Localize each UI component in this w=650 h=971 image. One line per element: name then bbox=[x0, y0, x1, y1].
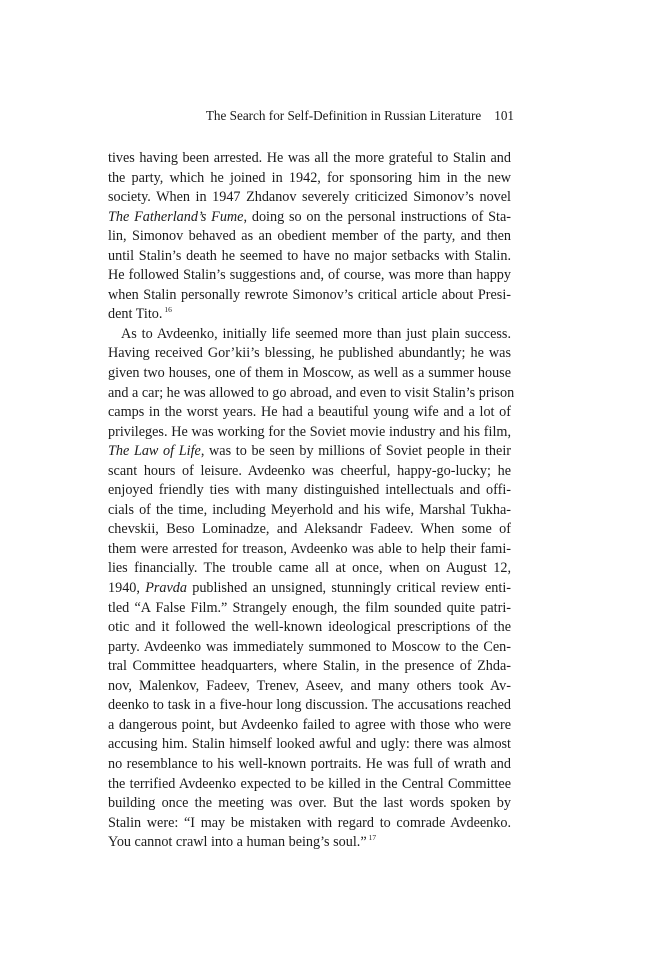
running-head bbox=[108, 106, 514, 126]
text-line: tled “A False Film.” Strangely enough, the film sounded quite patri- bbox=[108, 599, 511, 616]
text-line: a dangerous point, but Avdeenko failed to agree with those who were bbox=[108, 716, 511, 733]
text-line: 1940, Pravda published an unsigned, stunningly critical review enti- bbox=[108, 580, 512, 597]
text-line: given two houses, one of them in Moscow, as well as a summer house bbox=[108, 365, 511, 382]
paragraph bbox=[108, 149, 511, 325]
text-line: building once the meeting was over. But the last words spoken by bbox=[108, 795, 511, 812]
italic-title: The Fatherland’s Fume bbox=[108, 208, 244, 225]
text-line: the terrified Avdeenko expected to be killed in the Central Committee bbox=[108, 775, 511, 792]
text-line: no resemblance to his well-known portraits. He was full of wrath and bbox=[108, 755, 511, 772]
footnote-marker: 16 bbox=[164, 305, 172, 315]
text-line: the party, which he joined in 1942, for sponsoring him in the new bbox=[108, 169, 511, 186]
text-line: The Law of Life, was to be seen by millions of Soviet people in their bbox=[108, 443, 511, 460]
text-line: scant hours of leisure. Avdeenko was cheerful, happy-go-lucky; he bbox=[108, 462, 511, 479]
text-line: Having received Gor’kii’s blessing, he published abundantly; he was bbox=[108, 345, 511, 362]
text-line: As to Avdeenko, initially life seemed more than just plain success. bbox=[121, 325, 511, 342]
text-line: The Fatherland’s Fume, doing so on the personal instructions of Sta- bbox=[108, 208, 511, 225]
text-line: them were arrested for treason, Avdeenko was able to help their fami- bbox=[108, 540, 511, 557]
text-line: He followed Stalin’s suggestions and, of course, was more than happy bbox=[108, 267, 511, 284]
text-line: society. When in 1947 Zhdanov severely criticized Simonov’s novel bbox=[108, 189, 511, 206]
text-line: lin, Simonov behaved as an obedient member of the party, and then bbox=[108, 228, 511, 245]
text-line: tral Committee headquarters, where Stalin, in the presence of Zhda- bbox=[108, 658, 511, 675]
body-text bbox=[108, 149, 515, 853]
text-line: party. Avdeenko was immediately summoned to Moscow to the Cen- bbox=[108, 638, 511, 655]
text-line: cials of the time, including Meyerhold and his wife, Marshal Tukha- bbox=[108, 501, 511, 518]
text-line: nov, Malenkov, Fadeev, Trenev, Aseev, and many others took Av- bbox=[108, 677, 511, 694]
text-line: otic and it followed the well-known ideological prescriptions of the bbox=[108, 619, 511, 636]
paragraph bbox=[108, 325, 515, 853]
running-title: The Search for Self-Definition in Russian Literature bbox=[205, 108, 482, 123]
text-line: Stalin were: “I may be mistaken with regard to comrade Avdeenko. bbox=[108, 814, 511, 831]
text-line: privileges. He was working for the Soviet movie industry and his film, bbox=[108, 423, 511, 440]
text-line: camps in the worst years. He had a beautiful young wife and a lot of bbox=[108, 404, 511, 421]
text-line: and a car; he was allowed to go abroad, and even to visit Stalin’s prison bbox=[108, 384, 515, 401]
italic-title: Pravda bbox=[145, 580, 187, 597]
italic-title: The Law of Life bbox=[108, 443, 201, 460]
text-line: dent Tito. $^{16}$ bbox=[108, 305, 172, 323]
footnote-marker: 17 bbox=[368, 833, 377, 843]
text-line: deenko to task in a five-hour long discussion. The accusations reached bbox=[108, 697, 511, 714]
text-line: You cannot crawl into a human being’s soul.” $^{17}$ bbox=[108, 833, 377, 851]
text-line: lies financially. The trouble came all at once, when on August 12, bbox=[108, 560, 511, 577]
text-line: enjoyed friendly ties with many distinguished intellectuals and offi- bbox=[108, 482, 511, 499]
text-line: accusing him. Stalin himself looked awful and ugly: there was almost bbox=[108, 736, 511, 753]
text-line: tives having been arrested. He was all the more grateful to Stalin and bbox=[108, 150, 511, 166]
text-line: chevskii, Beso Lominadze, and Aleksandr Fadeev. When some of bbox=[108, 521, 511, 538]
text-line: until Stalin’s death he seemed to have no major setbacks with Stalin. bbox=[108, 247, 511, 264]
text-line: when Stalin personally rewrote Simonov’s critical article about Presi- bbox=[108, 286, 511, 303]
page-number: 101 bbox=[494, 108, 514, 123]
